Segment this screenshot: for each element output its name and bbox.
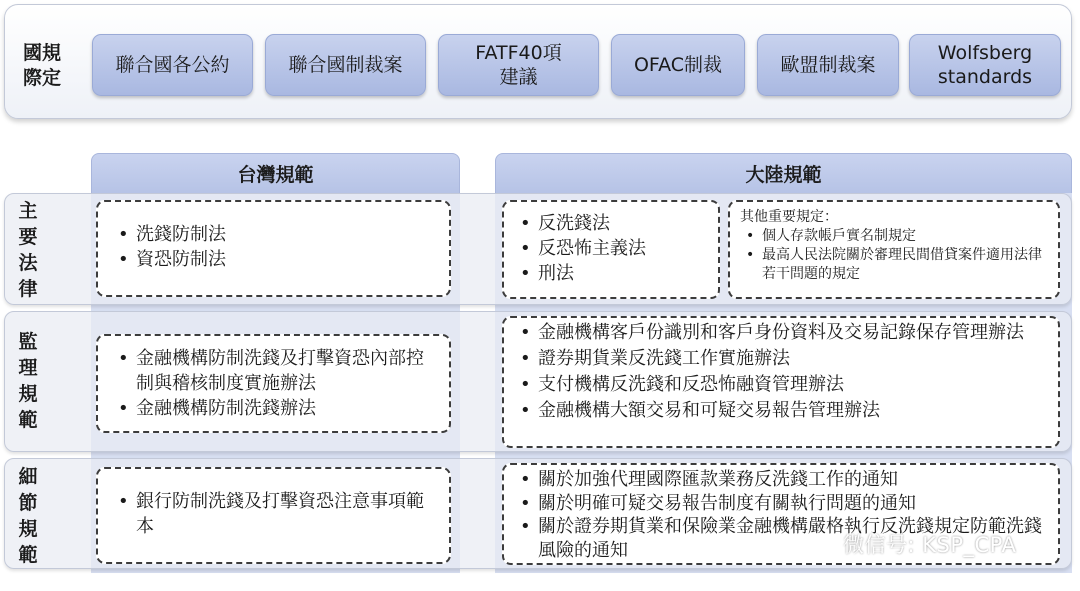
watermark-text: 微信号: KSP_CPA — [843, 533, 1017, 557]
taiwan-supervision-box — [96, 334, 451, 433]
international-title — [23, 41, 71, 91]
list-item: • 銀行防制洗錢及打擊資恐注意事項範本 — [110, 489, 441, 539]
standard-fatf-40: FATF40項 建議 — [438, 34, 599, 96]
row-label-main-law — [12, 198, 44, 302]
mainland-main-law-box — [502, 200, 720, 299]
row-label-detail — [12, 464, 44, 568]
standard-wolfsberg: Wolfsberg standards — [909, 34, 1061, 96]
taiwan-column-header: 台灣規範 — [91, 153, 460, 193]
row-label-supervision — [12, 329, 44, 433]
list-item: • 金融機構大額交易和可疑交易報告管理辦法 — [512, 398, 1050, 424]
list-item: • 反恐怖主義法 — [512, 236, 712, 261]
standard-ofac: OFAC制裁 — [611, 34, 745, 96]
taiwan-detail-box — [96, 467, 451, 564]
international-title-line1: 國規 — [23, 42, 62, 64]
list-item: • 關於證券期貨業和保險業金融機構嚴格執行反洗錢規定防範洗錢風險的通知 — [512, 515, 1050, 562]
list-item: • 資恐防制法 — [110, 247, 441, 272]
list-item: • 關於明確可疑交易報告制度有關執行問題的通知 — [512, 492, 1050, 516]
standard-eu-sanctions: 歐盟制裁案 — [757, 34, 899, 96]
taiwan-main-law-box — [96, 200, 451, 297]
list-item: • 證券期貨業反洗錢工作實施辦法 — [512, 346, 1050, 372]
mainland-supervision-box — [502, 316, 1060, 448]
list-item: • 金融機構防制洗錢辦法 — [110, 396, 441, 421]
row-label-char: 規 — [18, 383, 38, 405]
wechat-watermark — [807, 529, 1016, 561]
row-label-char: 節 — [18, 492, 38, 514]
other-rules-title: 其他重要規定： — [740, 209, 838, 225]
row-label-char: 法 — [18, 252, 38, 274]
standard-un-sanctions: 聯合國制裁案 — [265, 34, 426, 96]
list-item: • 金融機構客戶份識別和客戶身份資料及交易記錄保存管理辦法 — [512, 320, 1050, 346]
list-item: • 支付機構反洗錢和反恐怖融資管理辦法 — [512, 372, 1050, 398]
list-item: • 關於加強代理國際匯款業務反洗錢工作的通知 — [512, 468, 1050, 492]
row-label-char: 律 — [18, 278, 38, 300]
list-item: • 個人存款帳戶實名制規定 — [740, 227, 1050, 246]
row-label-char: 細 — [18, 466, 38, 488]
list-item: • 最高人民法院關於審理民間借貸案件適用法律若干問題的規定 — [740, 246, 1050, 284]
standard-un-conventions: 聯合國各公約 — [92, 34, 253, 96]
row-label-char: 規 — [18, 518, 38, 540]
row-label-char: 要 — [18, 226, 38, 248]
row-label-char: 監 — [18, 331, 38, 353]
row-label-char: 範 — [18, 544, 38, 566]
wechat-icon — [807, 532, 837, 561]
mainland-column-header: 大陸規範 — [495, 153, 1072, 193]
row-label-char: 主 — [18, 200, 38, 222]
list-item: • 刑法 — [512, 261, 712, 286]
international-standards-panel — [4, 4, 1072, 119]
row-label-char: 範 — [18, 409, 38, 431]
list-item: • 洗錢防制法 — [110, 222, 441, 247]
list-item: • 反洗錢法 — [512, 211, 712, 236]
mainland-other-rules-box — [728, 200, 1060, 299]
row-label-char: 理 — [18, 357, 38, 379]
international-title-line2: 際定 — [23, 67, 62, 89]
list-item: • 金融機構防制洗錢及打擊資恐內部控制與稽核制度實施辦法 — [110, 346, 441, 396]
